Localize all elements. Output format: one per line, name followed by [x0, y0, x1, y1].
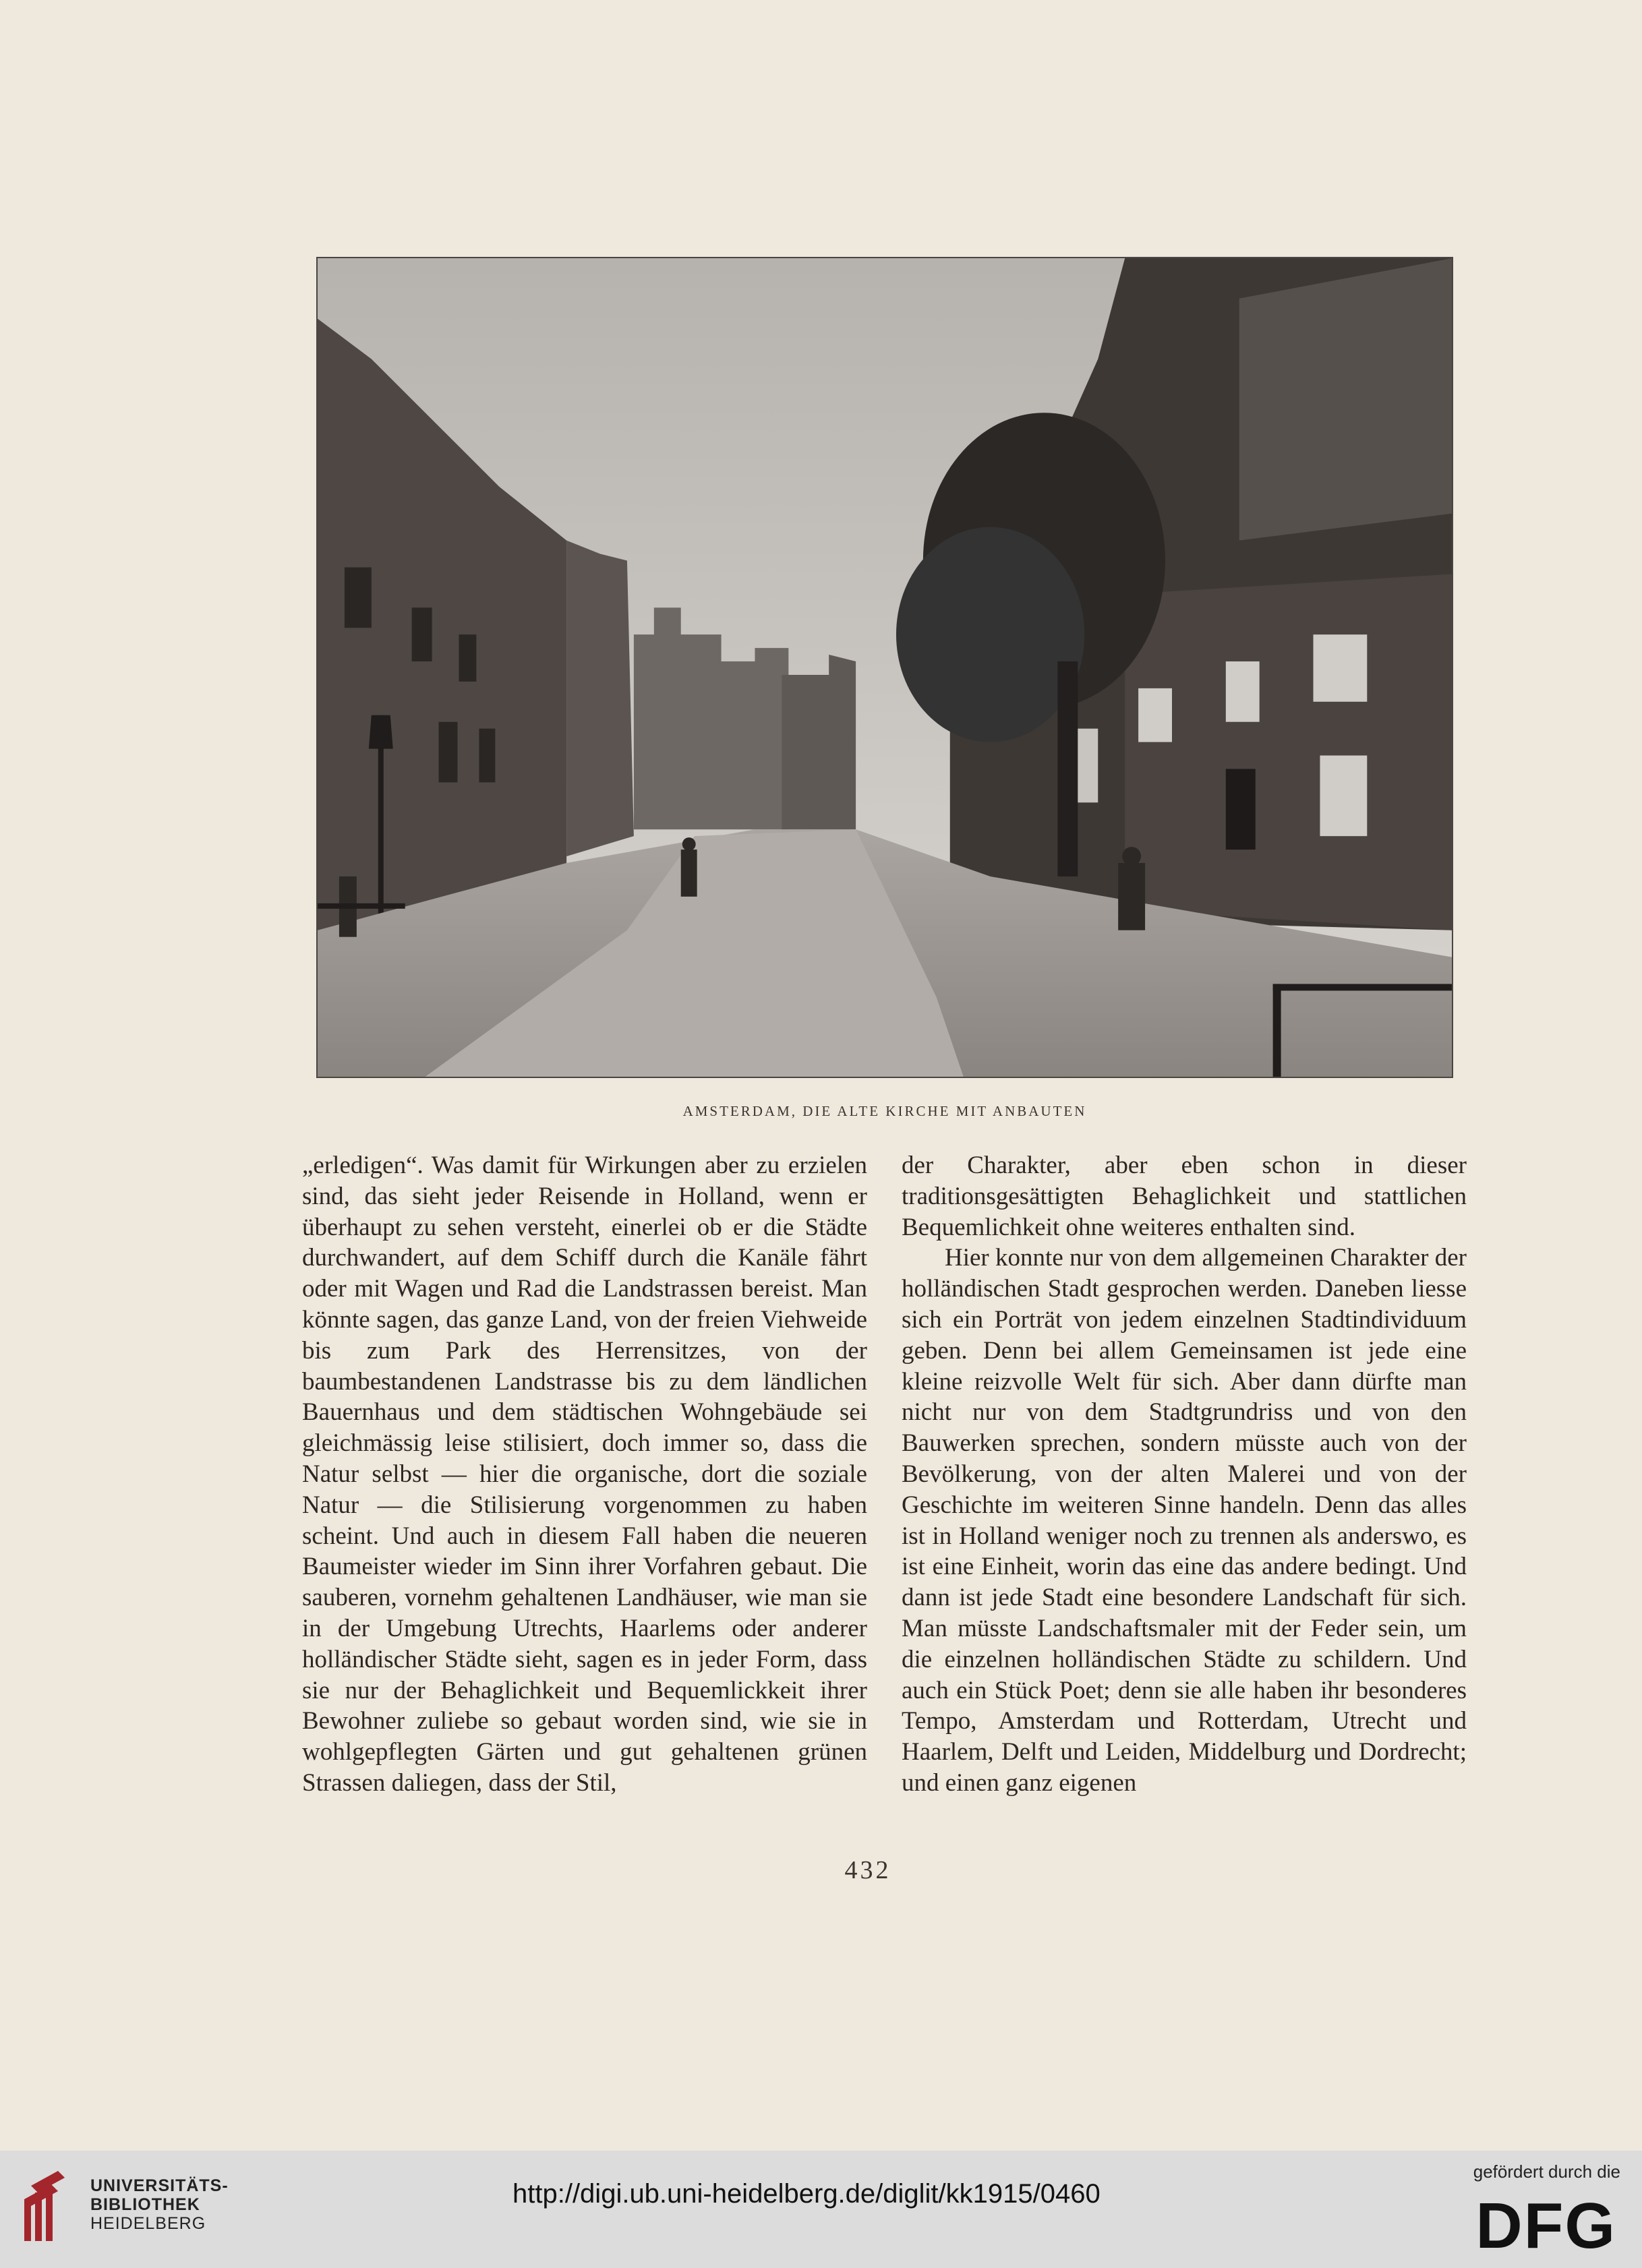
page-number: 432 [844, 1856, 891, 1884]
library-logo-icon [18, 2166, 80, 2246]
library-name [90, 2176, 229, 2233]
library-name-line: UNIVERSITÄTS- [90, 2176, 229, 2195]
text-column-left [302, 1150, 867, 1799]
library-name-line: BIBLIOTHEK [90, 2195, 200, 2214]
dfg-logo: DFG [1475, 2190, 1616, 2262]
text-column-right [902, 1150, 1467, 1799]
photo-caption: AMSTERDAM, DIE ALTE KIRCHE MIT ANBAUTEN [682, 1103, 1087, 1119]
street-photograph [316, 257, 1453, 1078]
digitization-footer [0, 2151, 1642, 2268]
paragraph: „erledigen“. Was damit für Wirkungen aber zu erzielen sind, das sieht jeder Reisende in Holland, wenn er überhaupt zu sehen versteht, einerlei ob er die Städte durchwandert, auf dem Schiff durch die Kanäle fährt oder mit Wagen und Rad die Landstrassen bereist. Man könnte sagen, das ganze Land, von der freien Viehweide bis zum Park des Herrensitzes, von der baumbestandenen Landstrasse bis zu dem ländlichen Bauernhaus und dem städtischen Wohngebäude sei gleichmässig leise stilisiert, doch immer so, dass die Natur selbst — hier die organische, dort die soziale Natur — die Stilisierung vorgenommen zu haben scheint. Und auch in diesem Fall haben die neueren Baumeister wieder im Sinn ihrer Vorfahren gebaut. Die sauberen, vornehm gehaltenen Landhäuser, wie man sie in der Umgebung Utrechts, Haarlems oder anderer holländischer Städte sieht, sagen es in jeder Form, dass sie nur der Behaglichkeit und Bequemlickkeit ihrer Bewohner zuliebe so gebaut worden sind, wie sie in wohlgepflegten Gärten und gut gehaltenen grünen Strassen daliegen, dass der Stil, [302, 1152, 867, 1797]
paragraph: Hier konnte nur von dem allgemeinen Charakter der holländischen Stadt gesprochen werden. Daneben liesse sich ein Porträt von jedem einzelnen Stadtindividuum geben. Denn bei allem Gemeinsamen ist jede eine kleine reizvolle Welt für sich. Aber dann dürfte man nicht nur von dem Stadtgrundriss und von den Bauwerken sprechen, sondern müsste auch von der Bevölkerung, von der alten Malerei und von der Geschichte im weiteren Sinne handeln. Denn das alles ist in Holland weniger noch zu trennen als anderswo, es ist eine Einheit, worin das eine das andere bedingt. Und dann ist jede Stadt eine besondere Landschaft für sich. Man müsste Landschaftsmaler mit der Feder sein, um die einzelnen holländischen Städte zu schildern. Und auch ein Stück Poet; denn sie alle haben ihr besonderes Tempo, Amsterdam und Rotterdam, Utrecht und Haarlem, Delft und Leiden, Middelburg und Dordrecht; und einen ganz eigenen [902, 1244, 1467, 1797]
funding-label: gefördert durch die [1473, 2161, 1620, 2182]
library-name-line: HEIDELBERG [90, 2214, 206, 2233]
paragraph: der Charakter, aber eben schon in dieser traditionsgesättigten Behaglichkeit und stattlichen Bequemlichkeit ohne weiteres enthalten sind. [902, 1152, 1467, 1241]
permalink-url[interactable]: http://digi.ub.uni-heidelberg.de/diglit/kk1915/0460 [512, 2179, 1101, 2209]
